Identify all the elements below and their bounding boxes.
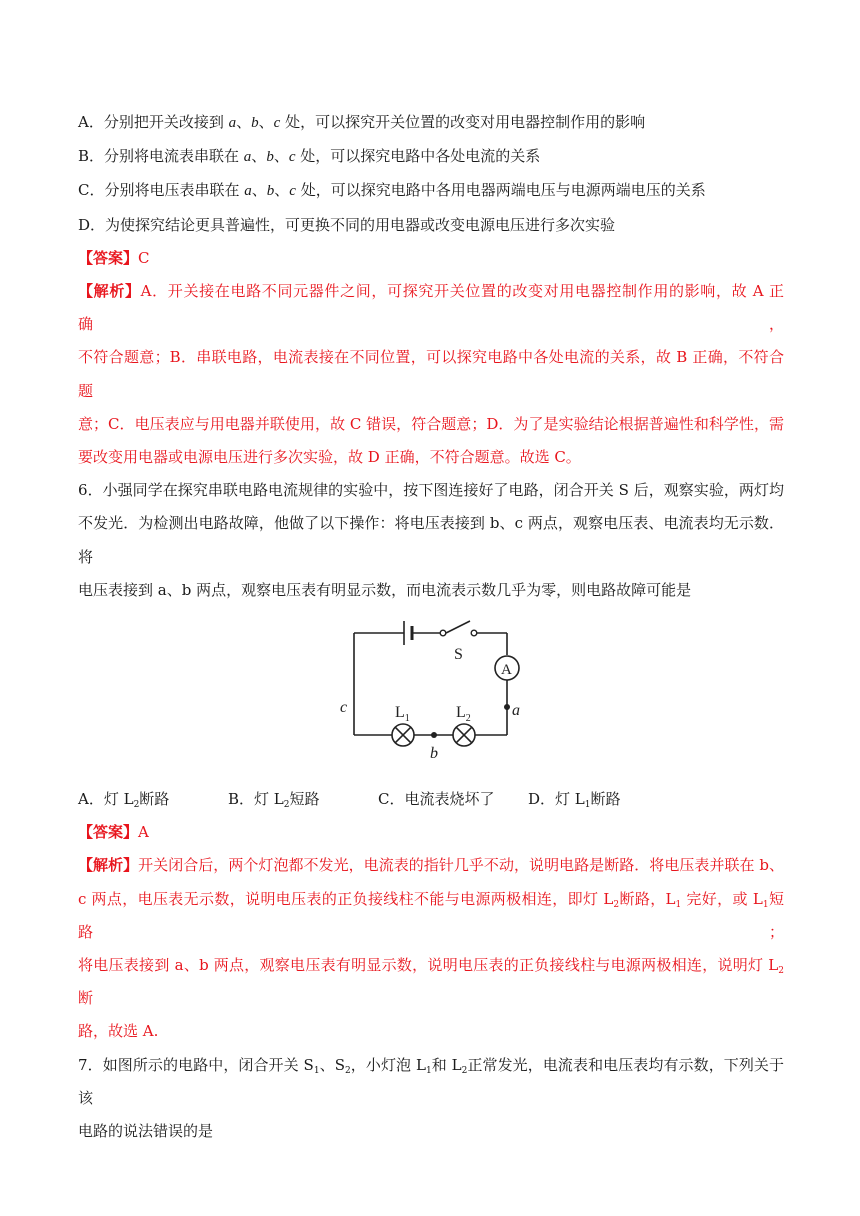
- q6-answer: [78, 816, 784, 849]
- q5-option-c: [78, 174, 784, 208]
- q6-choice-b: B．灯 $L_2$短路: [228, 790, 320, 811]
- q6-choice-a: A．灯 $L_2$断路: [78, 790, 170, 811]
- answer-label: 【答案】: [78, 823, 139, 842]
- q5-option-c-rest: 处，可以探究电路中各用电器两端电压与电源两端电压的关系: [295, 181, 706, 200]
- point-c-label: c: [340, 699, 348, 717]
- circuit-diagram: [78, 607, 784, 783]
- q5-analysis-line-1: [78, 275, 784, 341]
- q5-option-a-text: A．分别把开关改接到: [78, 113, 229, 131]
- separator: 、: [251, 181, 267, 200]
- q5-option-b-rest: 处，可以探究电路中各处电流的关系: [295, 147, 541, 166]
- lamp-2-label: $L_2$: [456, 704, 471, 725]
- answer-value: A: [138, 823, 149, 842]
- q6-analysis-line-1: [78, 849, 784, 882]
- point-c-label: c: [288, 149, 296, 166]
- q5-analysis-line-3: 意；C．电压表应与用电器并联使用，故 C 错误，符合题意；D．为了是实验结论根据普遍性和科学性，需: [78, 414, 784, 433]
- separator: 、: [274, 181, 290, 200]
- q5-option-c-text: C．分别将电压表串联在: [78, 181, 245, 200]
- q5-answer: [78, 242, 784, 275]
- point-b-label: b: [430, 745, 438, 763]
- point-b-label: b: [251, 115, 259, 131]
- analysis-text: 开关闭合后，两个灯泡都不发光，电流表的指针几乎不动，说明电路是断路．将电压表并联在 b、: [138, 856, 784, 875]
- point-a-label: a: [244, 183, 252, 200]
- switch-lever: [446, 621, 470, 633]
- switch-terminal: [440, 630, 446, 636]
- q7-stem-line-1: 7．如图所示的电路中，闭合开关 $S_1$、$S_2$，小灯泡 $L_1$和 $L_2$正常发光，电流表和电压表均有示数，下列关于该: [78, 1055, 784, 1107]
- q5-option-b: [78, 140, 784, 174]
- q6-stem-line-1: 6．小强同学在探究串联电路电流规律的实验中，按下图连接好了电路，闭合开关 S 后，观察实验，两灯均: [78, 481, 784, 500]
- point-b-label: b: [266, 183, 275, 200]
- point-a-label: a: [512, 702, 520, 720]
- point-a-label: a: [228, 115, 237, 131]
- q6-analysis-line-4: 路，故选 A.: [78, 1022, 159, 1041]
- lamp-1-label: $L_1$: [395, 704, 410, 725]
- q6-choices: [78, 783, 784, 816]
- answer-value: C: [138, 248, 150, 267]
- point-a-label: a: [243, 149, 252, 166]
- q5-analysis-line-4: 要改变用电器或电源电压进行多次实验，故 D 正确，不符合题意。故选 C。: [78, 448, 581, 467]
- document-page: [78, 106, 784, 1148]
- point-c-label: c: [273, 115, 281, 131]
- point-b-label: b: [266, 149, 274, 166]
- q5-option-d: D．为使探究结论更具普遍性，可更换不同的用电器或改变电源电压进行多次实验: [78, 215, 616, 234]
- switch-terminal: [471, 630, 477, 636]
- analysis-label: 【解析】: [78, 856, 139, 875]
- q6-stem-line-3: 电压表接到 a、b 两点，观察电压表有明显示数，而电流表示数几乎为零，则电路故障可能是: [78, 580, 692, 599]
- analysis-label: 【解析】: [78, 282, 141, 301]
- switch-label: S: [454, 646, 463, 664]
- q5-option-a: [78, 106, 784, 140]
- node-a-dot: [504, 704, 510, 710]
- q6-analysis-line-2: c 两点，电压表无示数，说明电压表的正负接线柱不能与电源两极相连，即灯 $L_2$断路，$L_1$ 完好，或 $L_1$短路；: [78, 889, 784, 941]
- q6-choice-c: C．电流表烧坏了: [378, 790, 495, 809]
- q6-stem-line-2: 不发光．为检测出电路故障，他做了以下操作：将电压表接到 b、c 两点，观察电压表、电流表均无示数．将: [78, 514, 784, 566]
- q6-choice-d: D．灯 $L_1$断路: [528, 790, 621, 811]
- separator: 、: [258, 113, 274, 131]
- separator: 、: [251, 147, 267, 166]
- node-b-dot: [431, 732, 437, 738]
- q7-stem-line-2: 电路的说法错误的是: [78, 1122, 214, 1141]
- answer-label: 【答案】: [78, 248, 139, 267]
- point-c-label: c: [289, 183, 296, 200]
- separator: 、: [236, 113, 252, 131]
- q5-analysis-line-2: 不符合题意；B．串联电路，电流表接在不同位置，可以探究电路中各处电流的关系，故 B 正确，不符合题: [78, 348, 784, 400]
- q5-option-a-rest: 处，可以探究开关位置的改变对用电器控制作用的影响: [280, 113, 646, 131]
- q5-option-b-text: B．分别将电流表串联在: [78, 147, 244, 166]
- ammeter-label: A: [501, 662, 512, 679]
- circuit-svg: [340, 613, 540, 763]
- separator: 、: [273, 147, 289, 166]
- analysis-text: A．开关接在电路不同元器件之间，可探究开关位置的改变对用电器控制作用的影响，故 A 正确，: [78, 282, 784, 334]
- q6-analysis-line-3: 将电压表接到 a、b 两点，观察电压表有明显示数，说明电压表的正负接线柱与电源两极相连，说明灯 $L_2$ 断: [78, 956, 784, 1008]
